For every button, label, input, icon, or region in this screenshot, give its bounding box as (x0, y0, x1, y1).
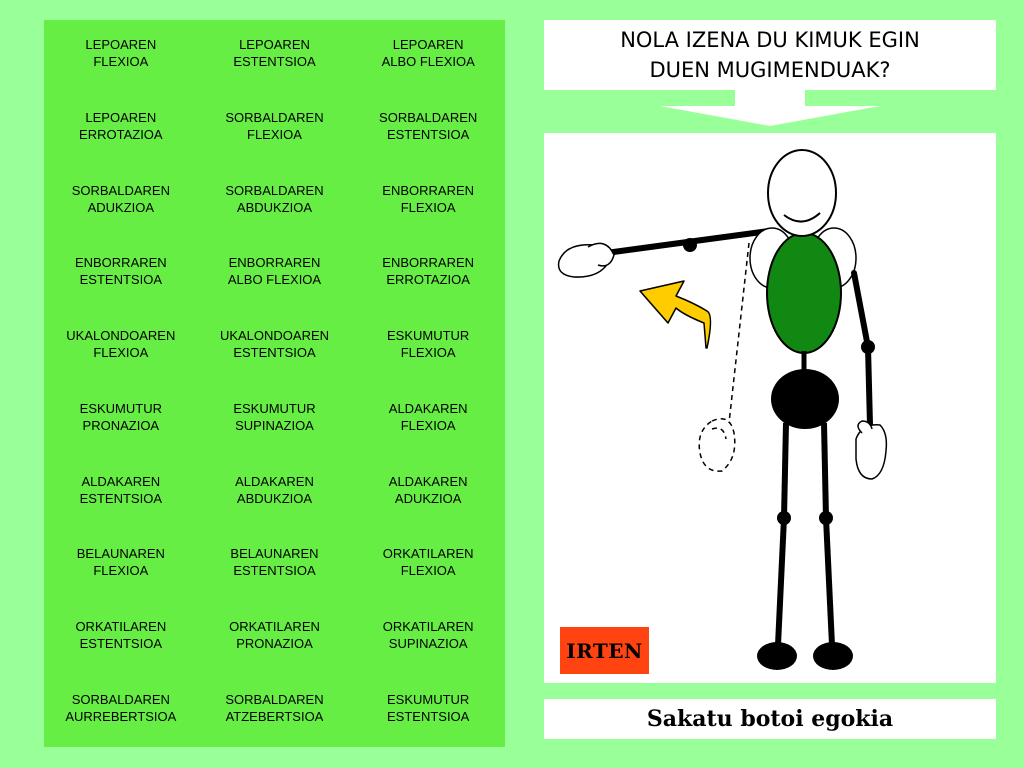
torso (767, 233, 841, 353)
answer-option-button[interactable]: ORKATILAREN SUPINAZIOA (382, 618, 474, 651)
pelvis (771, 369, 839, 429)
exit-button[interactable]: IRTEN (560, 627, 649, 674)
answer-option-button[interactable]: SORBALDAREN ESTENTSIOA (379, 110, 478, 143)
answer-option-button[interactable]: ESKUMUTUR PRONAZIOA (79, 400, 162, 433)
answer-option-button[interactable]: LEPOAREN ALBO FLEXIOA (381, 37, 475, 70)
answer-option-button[interactable]: ORKATILAREN PRONAZIOA (229, 618, 320, 651)
answer-option-button[interactable]: ENBORRAREN ALBO FLEXIOA (227, 255, 322, 288)
stick-figure-illustration (544, 133, 996, 683)
legs (757, 423, 853, 670)
answer-option-button[interactable]: SORBALDAREN ADUKZIOA (71, 182, 170, 215)
answer-option-button[interactable]: ESKUMUTUR SUPINAZIOA (233, 400, 316, 433)
answer-option-button[interactable]: UKALONDOAREN FLEXIOA (66, 328, 176, 361)
answer-option-button[interactable]: SORBALDAREN ABDUKZIOA (225, 182, 324, 215)
answer-option-button[interactable]: SORBALDAREN ATZEBERTSIOA (225, 691, 324, 724)
question-box (544, 20, 996, 90)
answer-option-button[interactable]: ALDAKAREN ESTENTSIOA (79, 473, 162, 506)
answer-option-button[interactable]: ENBORRAREN ERROTAZIOA (382, 255, 475, 288)
answer-option-button[interactable]: LEPOAREN FLEXIOA (85, 37, 157, 70)
answer-option-button[interactable]: UKALONDOAREN ESTENTSIOA (219, 328, 330, 361)
instruction-box (544, 699, 996, 739)
instruction-text: Sakatu botoi egokia (646, 706, 894, 732)
answer-option-button[interactable]: SORBALDAREN AURREBERTSIOA (65, 691, 177, 724)
answer-option-button[interactable]: ENBORRAREN ESTENTSIOA (74, 255, 167, 288)
hanging-arm (854, 273, 886, 479)
answer-option-button[interactable]: ALDAKAREN ABDUKZIOA (235, 473, 314, 506)
curved-arrow-icon (640, 281, 711, 348)
answer-option-button[interactable]: BELAUNAREN FLEXIOA (76, 546, 165, 579)
answer-option-button[interactable]: ESKUMUTUR ESTENTSIOA (386, 691, 470, 724)
question-text: NOLA IZENA DU KIMUK EGIN DUEN MUGIMENDUAK? (620, 28, 920, 82)
figure-panel (544, 133, 996, 683)
answer-option-button[interactable]: BELAUNAREN ESTENTSIOA (230, 546, 319, 579)
answer-option-button[interactable]: ALDAKAREN FLEXIOA (388, 400, 468, 433)
answer-option-button[interactable]: SORBALDAREN FLEXIOA (225, 110, 324, 143)
arm-previous-position (699, 243, 749, 471)
answer-option-button[interactable]: ORKATILAREN ESTENTSIOA (75, 618, 167, 651)
answer-option-button[interactable]: LEPOAREN ERROTAZIOA (79, 110, 163, 143)
answer-option-button[interactable]: ALDAKAREN ADUKZIOA (388, 473, 468, 506)
down-arrow-icon (660, 90, 880, 130)
answer-option-button[interactable]: ORKATILAREN FLEXIOA (382, 546, 474, 579)
raised-arm (559, 231, 769, 277)
answer-option-button[interactable]: ESKUMUTUR FLEXIOA (386, 328, 470, 361)
answer-option-button[interactable]: LEPOAREN ESTENTSIOA (233, 37, 316, 70)
answer-options-grid (44, 20, 505, 747)
head (768, 150, 836, 236)
answer-option-button[interactable]: ENBORRAREN FLEXIOA (382, 182, 475, 215)
